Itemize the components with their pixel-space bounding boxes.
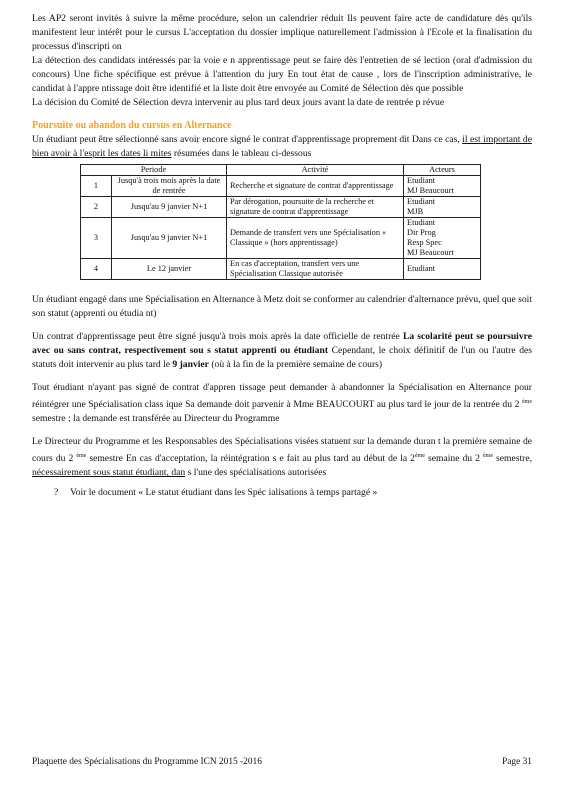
footer-title: Plaquette des Spécialisations du Programme ICN 2015 -2016: [32, 757, 262, 767]
page-footer: [32, 757, 532, 767]
decision-text-middle: semestre En cas d'acceptation, la réintégration s e fait au plus tard au début de la 2: [86, 453, 415, 465]
row-acteurs: Etudiant: [404, 259, 481, 280]
row-periode: Jusqu'à trois mois après la date de rentrée: [112, 176, 227, 197]
row-periode: Le 12 janvier: [112, 259, 227, 280]
row-activite: Par dérogation, poursuite de la recherche et signature de contrat d'apprentissage: [227, 197, 404, 218]
contract-text-bold: La scolarité peut se poursuivre avec ou sans contrat, respectivement sou s statut apprenti ou étudiant: [32, 331, 532, 356]
decision-sup-3: ème: [482, 453, 493, 460]
section-intro-end: résumées dans le tableau ci-dessous: [171, 148, 312, 159]
decision-text-middle-2: semaine du 2: [424, 453, 483, 465]
reference-bullet: [54, 486, 532, 500]
row-activite: Recherche et signature de contrat d'apprentissage: [227, 176, 404, 197]
row-activite: En cas d'acceptation, transfert vers une Spécialisation Classique autorisée: [227, 259, 404, 280]
contract-deadline-bold: 9 janvier: [172, 359, 209, 370]
row-number: 1: [81, 176, 112, 197]
decision-sup-2: ème: [414, 453, 425, 460]
row-acteurs: Etudiant MJ Beaucourt: [404, 176, 481, 197]
decision-text-start: Le Directeur du Programme et les Responsables des Spécialisations visées statuent sur la demande duran t la première semaine de cours du 2: [32, 436, 532, 465]
decision-text-end: s l'une des spécialisations autorisées: [185, 467, 327, 479]
intro-paragraph-1: Les AP2 seront invités à suivre la même procédure, selon un calendrier réduit Ils peuvent faire acte de candidature dès qu'ils manifestent leur intérêt pour le cursus L'acceptation du dossier implique naturellement l'admission à l'Ecole et la finalisation du processus d'inscripti on: [32, 13, 532, 52]
row-acteurs: Etudiant Dir Prog Resp Spec MJ Beaucourt: [404, 218, 481, 259]
section-intro-paragraph: [32, 133, 532, 161]
row-acteurs: Etudiant MJB: [404, 197, 481, 218]
alternance-calendar-paragraph: Un étudiant engagé dans une Spécialisation en Alternance à Metz doit se conformer au calendrier d'alternance prévu, quel que soit son statut (apprenti ou étudia nt): [32, 294, 532, 319]
decision-text-middle-3: semestre,: [492, 453, 532, 465]
section-intro-underlined: il est important de bien avoir à l'esprit les dates li mites: [32, 134, 532, 159]
intro-paragraph-2: La détection des candidats intéressés par la voie e n apprentissage peut se faire dès l'entretien de sé lection (oral d'admission du concours) Une fiche spécifique est prévue à l'attention du jury En tout état de cause , lors de l'inscription administrative, le candidat à l'appre ntissage doit être identifié et la liste doit être envoyée au Comité de Sélection dès que possible: [32, 55, 532, 94]
document-page: [32, 12, 532, 500]
row-number: 4: [81, 259, 112, 280]
section-intro-text: Un étudiant peut être sélectionné sans avoir encore signé le contrat d'apprentissage proprement dit Dans ce cas,: [32, 134, 463, 145]
row-number: 3: [81, 218, 112, 259]
header-acteurs: Acteurs: [404, 165, 481, 176]
table-row: [81, 197, 481, 218]
table-row: [81, 259, 481, 280]
decision-sup-1: ème: [76, 453, 87, 460]
row-periode: Jusqu'au 9 janvier N+1: [112, 197, 227, 218]
abandon-sup: ème: [522, 399, 532, 405]
header-activite: Activité: [227, 165, 404, 176]
bullet-mark: ?: [54, 487, 59, 499]
deadlines-table: [80, 164, 481, 280]
decision-paragraph: [32, 435, 532, 480]
table-header-row: [81, 165, 481, 176]
table-row: [81, 176, 481, 197]
section-heading: Poursuite ou abandon du cursus en Alternance: [32, 120, 232, 131]
row-activite: Demande de transfert vers une Spécialisation « Classique » (hors apprentissage): [227, 218, 404, 259]
abandon-text-end: semestre ; la demande est transférée au Directeur du Programme: [32, 413, 280, 425]
contract-text-end: (où à la fin de la première semaine de cours): [208, 359, 383, 370]
row-periode: Jusqu'au 9 janvier N+1: [112, 218, 227, 259]
reference-bullet-text: Voir le document « Le statut étudiant dans les Spéc ialisations à temps partagé »: [70, 487, 378, 499]
intro-paragraph-3: La décision du Comité de Sélection devra intervenir au plus tard deux jours avant la date de rentrée p révue: [32, 97, 445, 108]
contract-paragraph: [32, 330, 532, 372]
row-number: 2: [81, 197, 112, 218]
contract-text-start: Un contrat d'apprentissage peut être signé jusqu'à trois mois après la date officielle de rentrée: [32, 331, 403, 342]
contract-text-middle: Cependant, le choix définitif de l'un ou l'autre des statuts doit intervenir au plus tard le: [32, 345, 532, 370]
decision-text-underlined: nécessairement sous statut étudiant, dan: [32, 467, 186, 479]
table-row: [81, 218, 481, 259]
abandon-text-start: Tout étudiant n'ayant pas signé de contrat d'appren tissage peut demander à abandonner la Spécialisation en Alternance pour réintégrer une Spécialisation class ique Sa demande doit parvenir à Mme BEAUCOURT au plus tard le jour de la rentrée du 2: [32, 382, 532, 411]
header-periode: Periode: [81, 165, 227, 176]
abandon-paragraph: [32, 381, 532, 426]
page-number: Page 31: [502, 757, 532, 767]
